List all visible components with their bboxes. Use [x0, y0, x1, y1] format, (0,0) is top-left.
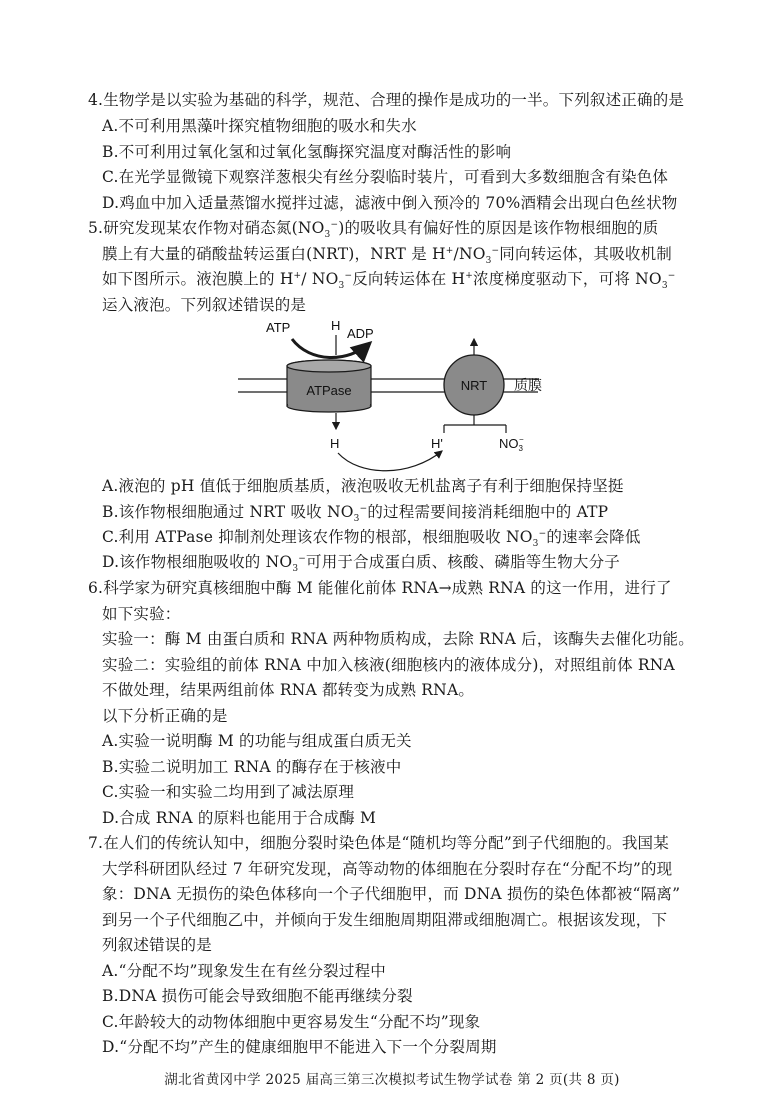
q5-option-a: A.液泡的 pH 值低于细胞质基质，液泡吸收无机盐离子有利于细胞保持坚挺 — [102, 477, 624, 495]
page-footer: 湖北省黄冈中学 2025 届高三第三次模拟考试生物学试卷 第 2 页(共 8 页) — [164, 1072, 620, 1088]
q7-stem-line5: 列叙述错误的是 — [102, 936, 212, 954]
q7-option-a: A.“分配不均”现象发生在有丝分裂过程中 — [102, 962, 386, 980]
q6-experiment-2-line1: 实验二：实验组的前体 RNA 中加入核液(细胞核内的液体成分)，对照组前体 RNA — [102, 656, 675, 674]
q4-stem: 4.生物学是以实验为基础的科学，规范、合理的操作是成功的一半。下列叙述正确的是 — [88, 91, 685, 109]
q6-stem-line1: 6.科学家为研究真核细胞中酶 M 能催化前体 RNA→成熟 RNA 的这一作用，进行了 — [88, 579, 672, 597]
h-bottom-label: H — [330, 436, 340, 451]
atp-adp-arrow — [292, 339, 370, 358]
no3-label: $NO_3-$ — [499, 435, 524, 453]
q6-experiment-1: 实验一：酶 M 由蛋白质和 RNA 两种物质构成，去除 RNA 后，该酶失去催化功能。 — [102, 630, 694, 648]
q5-stem-line2: 膜上有大量的硝酸盐转运蛋白(NRT)，NRT 是 $H^+/NO_3^-$同向转运体，其吸收机制 — [102, 245, 672, 267]
q5-option-d: D.该作物根细胞吸收的 $NO_3^-$可用于合成蛋白质、核酸、磷脂等生物大分子 — [102, 553, 621, 575]
q6-option-d: D.合成 RNA 的原料也能用于合成酶 M — [102, 809, 377, 827]
q7-option-c: C.年龄较大的动物体细胞中更容易发生“分配不均”现象 — [102, 1013, 481, 1031]
atp-label: ATP — [266, 320, 291, 335]
q5-stem-line4: 运入液泡。下列叙述错误的是 — [102, 296, 307, 314]
adp-label: ADP — [347, 326, 374, 341]
q6-option-b: B.实验二说明加工 RNA 的酶存在于核液中 — [102, 758, 402, 776]
q6-ask: 以下分析正确的是 — [102, 707, 228, 725]
q4-option-d: D.鸡血中加入适量蒸馏水搅拌过滤，滤液中倒入预冷的 70%酒精会出现白色丝状物 — [102, 194, 678, 212]
nrt-label: NRT — [460, 378, 488, 393]
q5-option-c: C.利用 ATPase 抑制剂处理该农作物的根部，根细胞吸收 $NO_3^-$的速率会降低 — [102, 528, 641, 550]
q7-stem-line1: 7.在人们的传统认知中，细胞分裂时染色体是“随机均等分配”到子代细胞的。我国某 — [88, 834, 669, 852]
q7-option-d: D.“分配不均”产生的健康细胞甲不能进入下一个分裂周期 — [102, 1038, 497, 1056]
transport-diagram — [230, 315, 560, 485]
q5-stem-line3: 如下图所示。液泡膜上的 H+/ $NO_3^-$反向转运体在 H+浓度梯度驱动下，可将 $NO_3^-$ — [102, 270, 676, 292]
q6-stem-line2: 如下实验： — [102, 605, 181, 623]
q6-experiment-2-line2: 不做处理，结果两组前体 RNA 都转变为成熟 RNA。 — [102, 681, 475, 699]
h-top-label: H — [331, 318, 341, 333]
q6-option-a: A.实验一说明酶 M 的功能与组成蛋白质无关 — [102, 732, 412, 750]
q5-stem-line1: 5.研究发现某农作物对硝态氮$(NO_3^-)$的吸收具有偏好性的原因是该作物根细胞的质 — [88, 219, 659, 241]
h-return-arrow — [338, 451, 442, 471]
q6-option-c: C.实验一和实验二均用到了减法原理 — [102, 783, 355, 801]
q5-option-b: B.该作物根细胞通过 NRT 吸收 $NO_3^-$的过程需要间接消耗细胞中的 ATP — [102, 503, 609, 525]
q7-stem-line2: 大学科研团队经过 7 年研究发现，高等动物的体细胞在分裂时存在“分配不均”的现 — [102, 860, 673, 878]
atpase-label: ATPase — [306, 383, 352, 398]
q7-stem-line4: 到另一个子代细胞乙中，并倾向于发生细胞周期阻滞或细胞凋亡。根据该发现，下 — [102, 911, 668, 929]
q7-stem-line3: 象：DNA 无损伤的染色体移向一个子代细胞甲，而 DNA 损伤的染色体都被“隔离” — [102, 885, 681, 903]
h-plus-label: H' — [431, 436, 443, 451]
membrane-label: 质膜 — [514, 377, 542, 393]
q4-option-c: C.在光学显微镜下观察洋葱根尖有丝分裂临时装片，可看到大多数细胞含有染色体 — [102, 168, 669, 186]
q4-option-a: A.不可利用黑藻叶探究植物细胞的吸水和失水 — [102, 117, 417, 135]
q7-option-b: B.DNA 损伤可能会导致细胞不能再继续分裂 — [102, 987, 413, 1005]
q4-option-b: B.不可利用过氧化氢和过氧化氢酶探究温度对酶活性的影响 — [102, 143, 512, 161]
